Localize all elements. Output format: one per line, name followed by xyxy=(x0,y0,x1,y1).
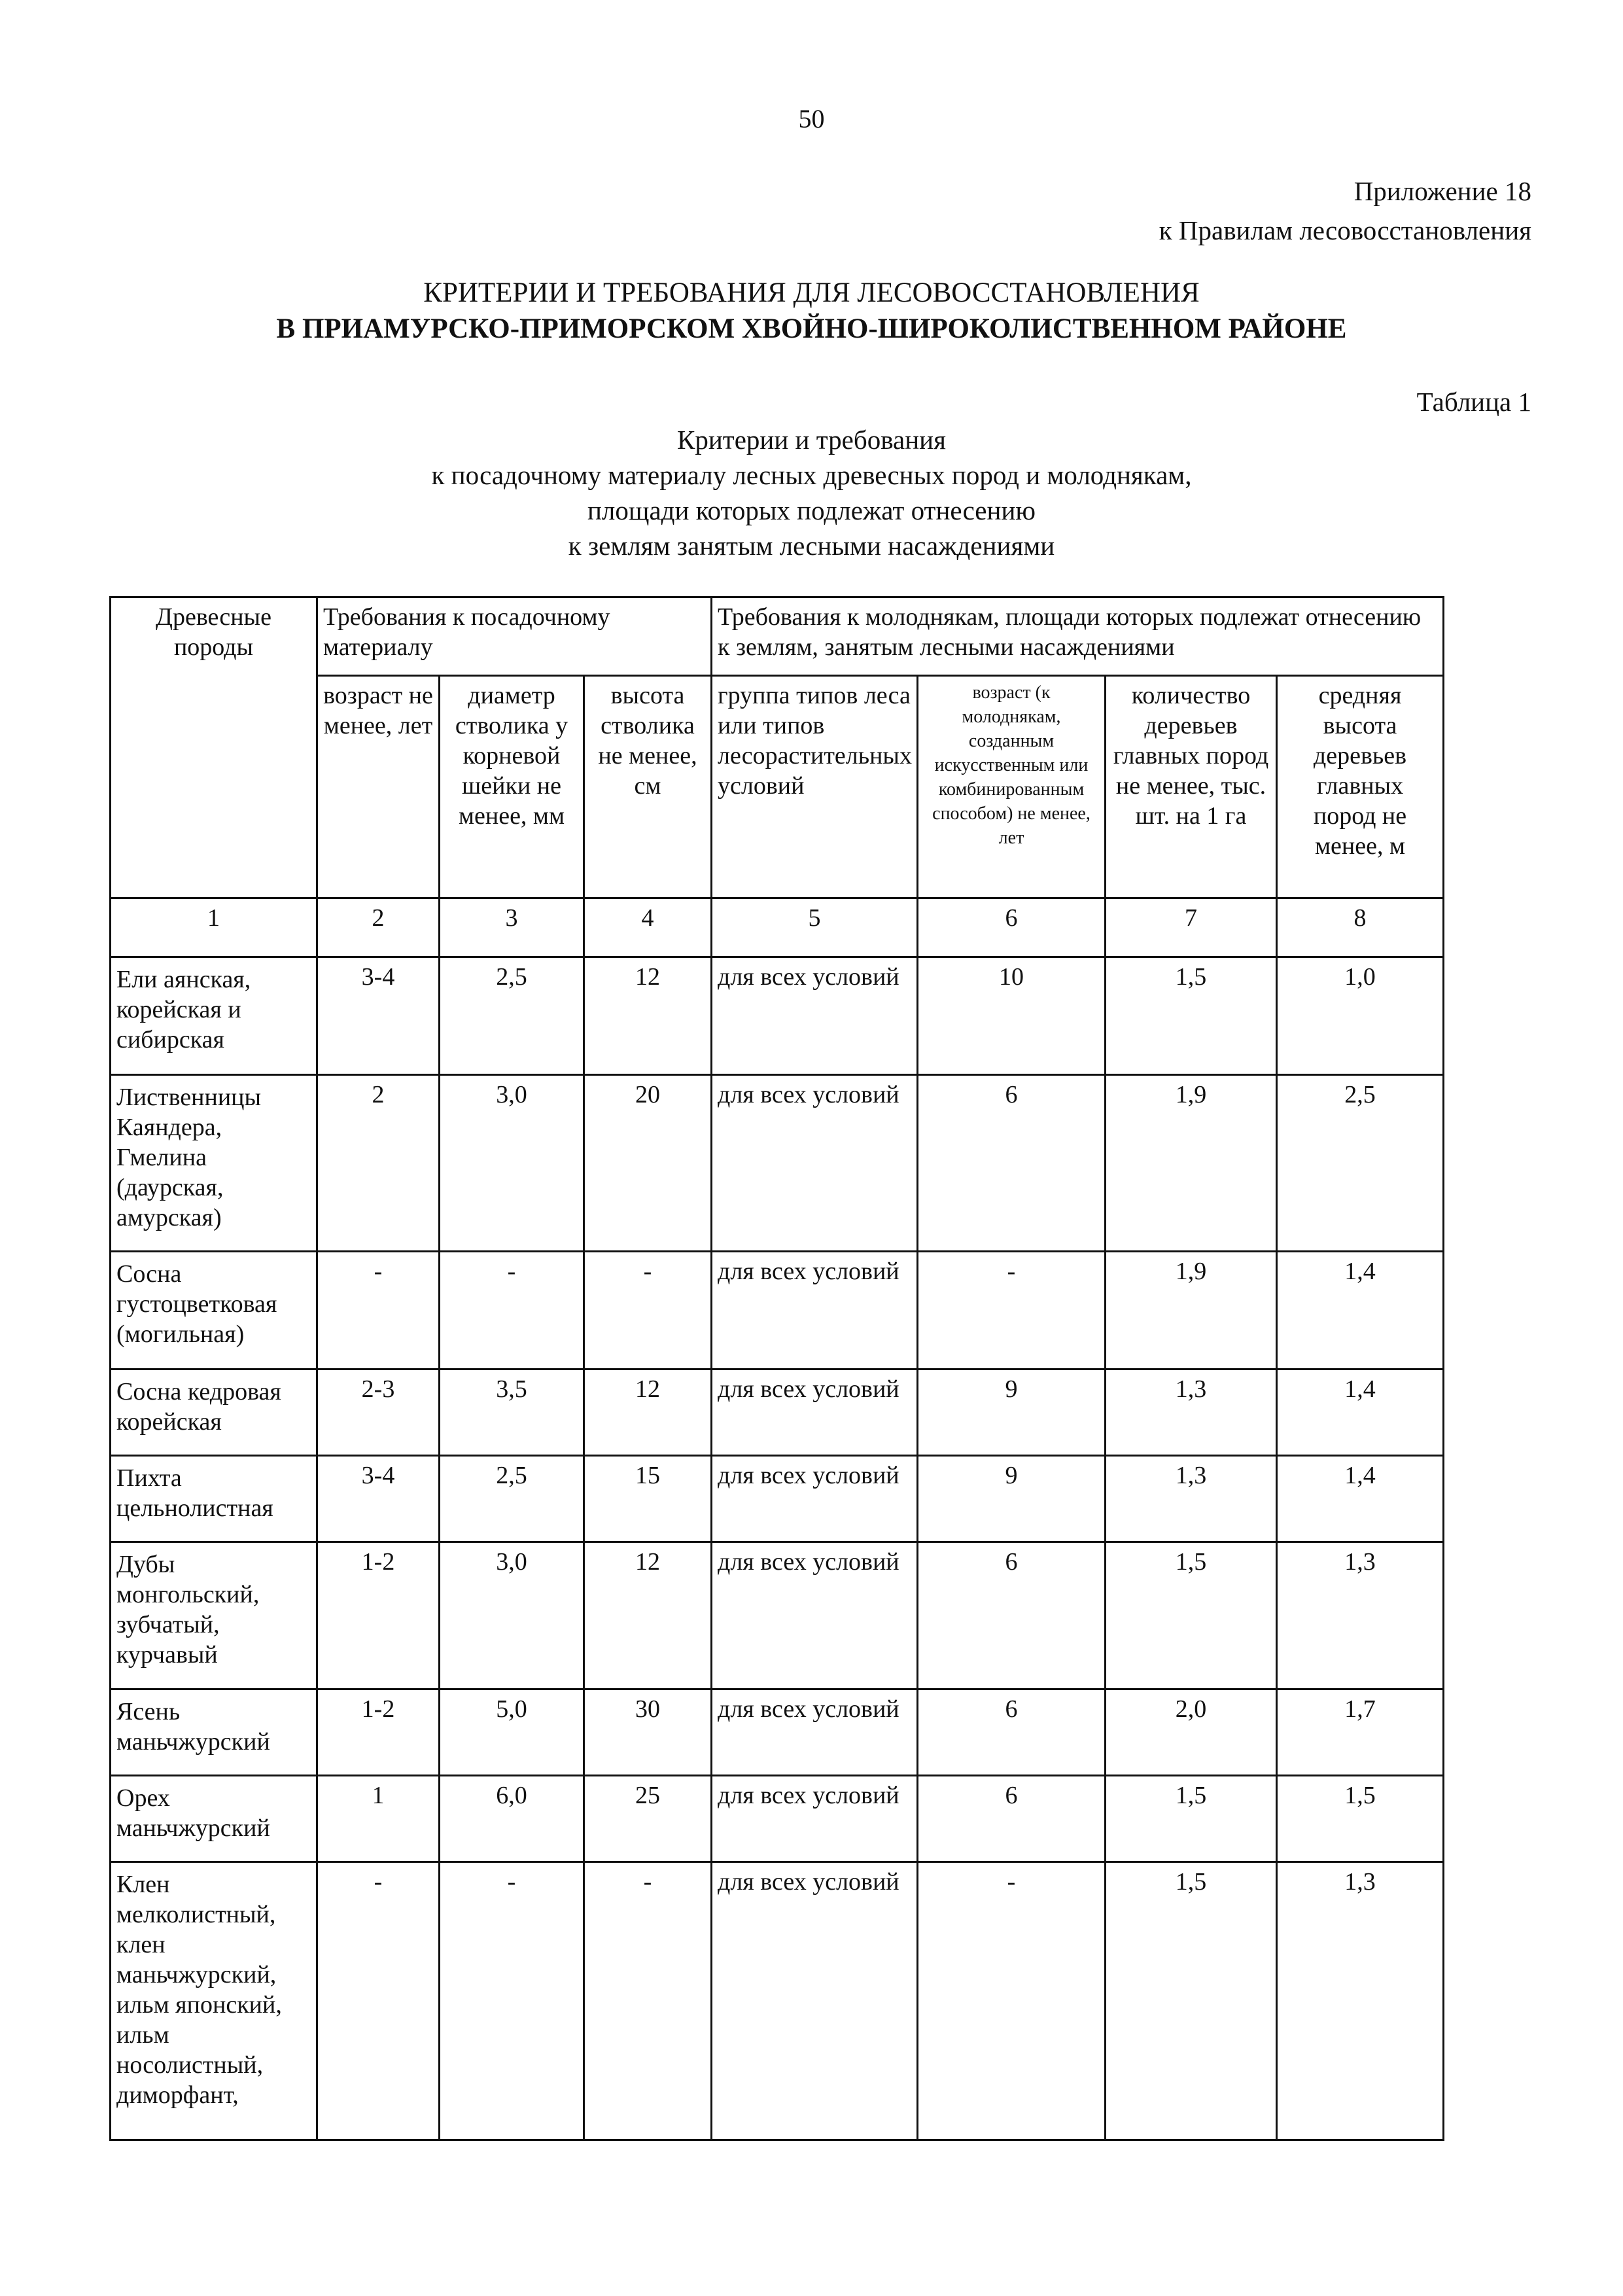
table-label: Таблица 1 xyxy=(1416,387,1531,417)
cell-age: 3-4 xyxy=(317,957,440,1075)
cell-forest-type: для всех условий xyxy=(712,1776,918,1862)
caption-line-3: площади которых подлежат отнесению xyxy=(587,495,1036,525)
table-row xyxy=(111,1776,1444,1862)
species-name: Дубы монгольский, зубчатый, курчавый xyxy=(111,1542,317,1689)
species-name: Сосна густоцветковая (могильная) xyxy=(111,1252,317,1369)
appendix-reference xyxy=(1159,171,1531,250)
appendix-line-2: к Правилам лесовосстановления xyxy=(1159,215,1531,245)
column-number: 2 xyxy=(317,898,440,957)
column-number: 7 xyxy=(1106,898,1277,957)
cell-tree-count: 1,5 xyxy=(1106,1776,1277,1862)
appendix-line-1: Приложение 18 xyxy=(1353,176,1531,206)
cell-forest-type: для всех условий xyxy=(712,957,918,1075)
table-caption xyxy=(0,422,1623,563)
cell-height: 25 xyxy=(584,1776,712,1862)
cell-height: 15 xyxy=(584,1456,712,1542)
column-number: 6 xyxy=(918,898,1106,957)
header-col-3: диаметр стволика у корневой шейки не менее, мм xyxy=(440,676,584,898)
cell-age: 1-2 xyxy=(317,1689,440,1776)
species-name: Ясень маньчжурский xyxy=(111,1689,317,1776)
cell-tree-count: 1,5 xyxy=(1106,1542,1277,1689)
header-col-4: высота стволика не менее, см xyxy=(584,676,712,898)
cell-height: 30 xyxy=(584,1689,712,1776)
cell-young-age: 6 xyxy=(918,1075,1106,1252)
cell-forest-type: для всех условий xyxy=(712,1075,918,1252)
header-col-2: возраст не менее, лет xyxy=(317,676,440,898)
header-col-8: средняя высота деревьев главных пород не менее, м xyxy=(1277,676,1444,898)
cell-young-age: 10 xyxy=(918,957,1106,1075)
column-number: 1 xyxy=(111,898,317,957)
header-col-5: группа типов леса или типов лесорастительных условий xyxy=(712,676,918,898)
header-planting-material: Требования к посадочному материалу xyxy=(317,597,712,676)
table-row xyxy=(111,1542,1444,1689)
cell-mean-height: 1,7 xyxy=(1277,1689,1444,1776)
cell-mean-height: 1,3 xyxy=(1277,1542,1444,1689)
cell-height: 12 xyxy=(584,1542,712,1689)
header-col-6: возраст (к молоднякам, созданным искусственным или комбинированным способом) не менее, лет xyxy=(918,676,1106,898)
caption-line-4: к землям занятым лесными насаждениями xyxy=(568,531,1055,561)
column-number: 4 xyxy=(584,898,712,957)
cell-young-age: - xyxy=(918,1252,1106,1369)
table-row xyxy=(111,1456,1444,1542)
cell-tree-count: 1,5 xyxy=(1106,1862,1277,2140)
table-row xyxy=(111,1369,1444,1456)
title-line-2: В ПРИАМУРСКО-ПРИМОРСКОМ ХВОЙНО-ШИРОКОЛИСТВЕННОМ РАЙОНЕ xyxy=(276,313,1347,344)
cell-young-age: - xyxy=(918,1862,1106,2140)
cell-forest-type: для всех условий xyxy=(712,1542,918,1689)
cell-tree-count: 2,0 xyxy=(1106,1689,1277,1776)
cell-young-age: 6 xyxy=(918,1689,1106,1776)
cell-forest-type: для всех условий xyxy=(712,1862,918,2140)
cell-diameter: - xyxy=(440,1862,584,2140)
cell-tree-count: 1,3 xyxy=(1106,1369,1277,1456)
cell-mean-height: 1,4 xyxy=(1277,1456,1444,1542)
species-name: Клен мелколистный, клен маньчжурский, ильм японский, ильм носолистный, диморфант, xyxy=(111,1862,317,2140)
caption-line-2: к посадочному материалу лесных древесных пород и молоднякам, xyxy=(431,460,1192,490)
cell-age: 1 xyxy=(317,1776,440,1862)
cell-mean-height: 1,3 xyxy=(1277,1862,1444,2140)
header-species: Древесные породы xyxy=(111,597,317,898)
cell-mean-height: 1,4 xyxy=(1277,1369,1444,1456)
cell-forest-type: для всех условий xyxy=(712,1369,918,1456)
header-young-stands: Требования к молоднякам, площади которых подлежат отнесению к землям, занятым лесными насаждениями xyxy=(712,597,1444,676)
cell-age: 2-3 xyxy=(317,1369,440,1456)
title-line-1: КРИТЕРИИ И ТРЕБОВАНИЯ ДЛЯ ЛЕСОВОССТАНОВЛЕНИЯ xyxy=(423,277,1200,308)
table-row xyxy=(111,957,1444,1075)
cell-tree-count: 1,9 xyxy=(1106,1252,1277,1369)
column-number-row xyxy=(111,898,1444,957)
cell-tree-count: 1,3 xyxy=(1106,1456,1277,1542)
cell-height: - xyxy=(584,1252,712,1369)
cell-young-age: 6 xyxy=(918,1776,1106,1862)
header-row-top xyxy=(111,597,1444,676)
cell-forest-type: для всех условий xyxy=(712,1252,918,1369)
cell-diameter: 6,0 xyxy=(440,1776,584,1862)
cell-diameter: 2,5 xyxy=(440,1456,584,1542)
cell-height: 20 xyxy=(584,1075,712,1252)
cell-young-age: 9 xyxy=(918,1369,1106,1456)
cell-age: 3-4 xyxy=(317,1456,440,1542)
species-name: Орех маньчжурский xyxy=(111,1776,317,1862)
cell-diameter: 5,0 xyxy=(440,1689,584,1776)
cell-young-age: 9 xyxy=(918,1456,1106,1542)
cell-height: 12 xyxy=(584,957,712,1075)
cell-mean-height: 1,4 xyxy=(1277,1252,1444,1369)
cell-forest-type: для всех условий xyxy=(712,1689,918,1776)
cell-diameter: 2,5 xyxy=(440,957,584,1075)
column-number: 3 xyxy=(440,898,584,957)
species-name: Лиственницы Каяндера, Гмелина (даурская, амурская) xyxy=(111,1075,317,1252)
cell-height: 12 xyxy=(584,1369,712,1456)
table-row xyxy=(111,1075,1444,1252)
header-col-7: количество деревьев главных пород не менее, тыс. шт. на 1 га xyxy=(1106,676,1277,898)
cell-diameter: 3,5 xyxy=(440,1369,584,1456)
page-number: 50 xyxy=(798,104,825,133)
cell-diameter: - xyxy=(440,1252,584,1369)
cell-tree-count: 1,9 xyxy=(1106,1075,1277,1252)
cell-height: - xyxy=(584,1862,712,2140)
cell-age: 2 xyxy=(317,1075,440,1252)
table-row xyxy=(111,1689,1444,1776)
cell-mean-height: 1,0 xyxy=(1277,957,1444,1075)
cell-age: 1-2 xyxy=(317,1542,440,1689)
cell-young-age: 6 xyxy=(918,1542,1106,1689)
table-row xyxy=(111,1252,1444,1369)
cell-diameter: 3,0 xyxy=(440,1075,584,1252)
cell-diameter: 3,0 xyxy=(440,1542,584,1689)
caption-line-1: Критерии и требования xyxy=(677,425,946,455)
cell-age: - xyxy=(317,1252,440,1369)
cell-forest-type: для всех условий xyxy=(712,1456,918,1542)
cell-mean-height: 2,5 xyxy=(1277,1075,1444,1252)
column-number: 5 xyxy=(712,898,918,957)
species-name: Пихта цельнолистная xyxy=(111,1456,317,1542)
table-row xyxy=(111,1862,1444,2140)
cell-mean-height: 1,5 xyxy=(1277,1776,1444,1862)
document-title xyxy=(0,275,1623,347)
species-name: Ели аянская, корейская и сибирская xyxy=(111,957,317,1075)
cell-age: - xyxy=(317,1862,440,2140)
species-name: Сосна кедровая корейская xyxy=(111,1369,317,1456)
requirements-table xyxy=(109,596,1444,2141)
column-number: 8 xyxy=(1277,898,1444,957)
cell-tree-count: 1,5 xyxy=(1106,957,1277,1075)
